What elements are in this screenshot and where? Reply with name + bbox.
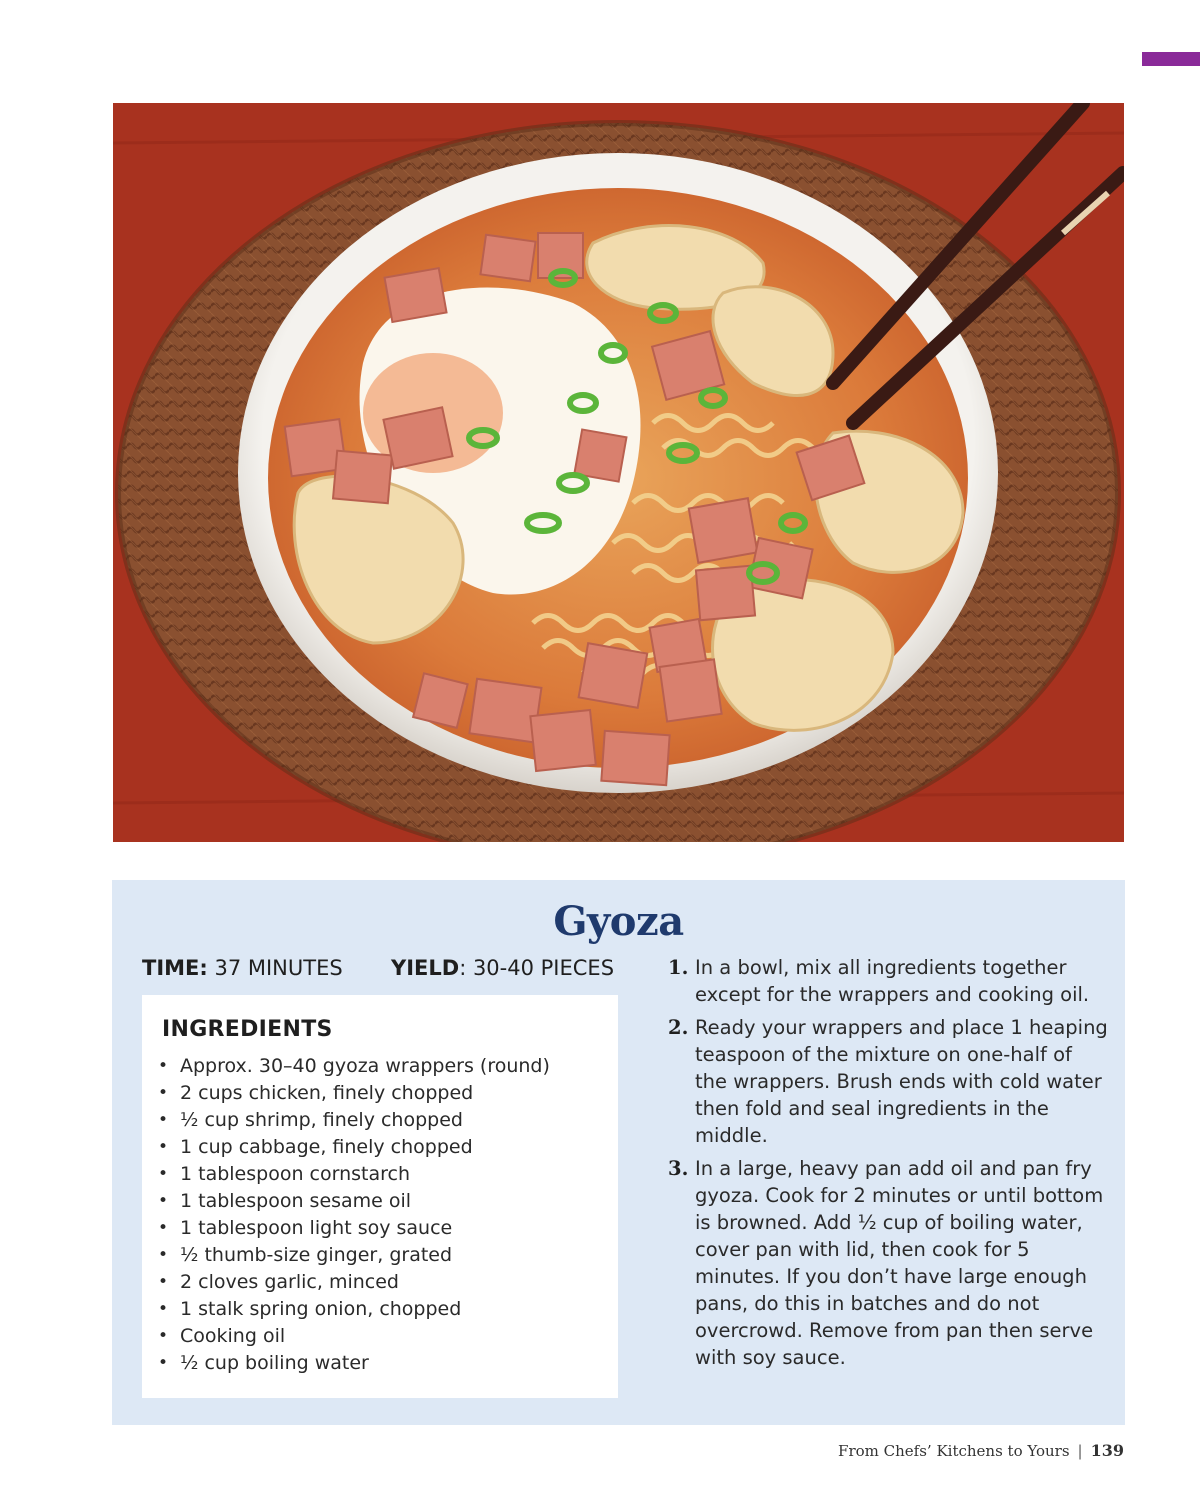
time-value: 37 MINUTES	[207, 956, 343, 980]
step-number: 3.	[668, 1157, 689, 1180]
ingredient-item: • 1 tablespoon sesame oil	[154, 1188, 550, 1215]
ingredient-item: • Approx. 30–40 gyoza wrappers (round)	[154, 1053, 550, 1080]
step-item	[668, 954, 1108, 1008]
time-label: TIME:	[142, 956, 208, 980]
ingredient-item: • 2 cloves garlic, minced	[154, 1269, 550, 1296]
ingredient-item: • ½ thumb-size ginger, grated	[154, 1242, 550, 1269]
ingredients-list	[154, 1053, 550, 1377]
step-text: Ready your wrappers and place 1 heaping teaspoon of the mixture on one-half of the wrappers. Brush ends with cold water then fold and seal ingredients in the middle.	[695, 1016, 1108, 1147]
ingredients-heading: INGREDIENTS	[162, 1017, 333, 1042]
footer-separator: |	[1077, 1442, 1083, 1460]
step-text: In a large, heavy pan add oil and pan fry gyoza. Cook for 2 minutes or until bottom is browned. Add ½ cup of boiling water, cover pan with lid, then cook for 5 minutes. If you don’t have large enough pans, do this in batches and do not overcrowd. Remove from pan then serve with soy sauce.	[695, 1157, 1104, 1369]
ingredient-item: • ½ cup shrimp, finely chopped	[154, 1107, 550, 1134]
recipe-card	[112, 880, 1125, 1425]
step-number: 1.	[668, 956, 689, 979]
step-text: In a bowl, mix all ingredients together except for the wrappers and cooking oil.	[695, 956, 1090, 1006]
page-number: 139	[1090, 1441, 1124, 1460]
yield-value: : 30-40 PIECES	[459, 956, 615, 980]
ingredients-box	[142, 995, 618, 1398]
ingredient-item: • 1 cup cabbage, finely chopped	[154, 1134, 550, 1161]
page-footer	[838, 1441, 1124, 1460]
yield-label: YIELD	[391, 956, 460, 980]
recipe-title: Gyoza	[553, 898, 684, 945]
time-info	[142, 956, 343, 980]
step-number: 2.	[668, 1016, 689, 1039]
ingredient-item: • 1 stalk spring onion, chopped	[154, 1296, 550, 1323]
ramen-bowl-illustration	[113, 103, 1124, 842]
ingredient-item: • Cooking oil	[154, 1323, 550, 1350]
ingredient-item: • 1 tablespoon light soy sauce	[154, 1215, 550, 1242]
ingredient-item: • 1 tablespoon cornstarch	[154, 1161, 550, 1188]
recipe-photo	[113, 103, 1124, 842]
yield-info	[391, 956, 614, 980]
accent-bar	[1142, 52, 1200, 66]
step-item	[668, 1155, 1108, 1371]
ingredient-item: • 2 cups chicken, finely chopped	[154, 1080, 550, 1107]
book-title: From Chefs’ Kitchens to Yours	[838, 1442, 1070, 1460]
step-item	[668, 1014, 1108, 1149]
ingredient-item: • ½ cup boiling water	[154, 1350, 550, 1377]
instruction-steps	[668, 954, 1108, 1377]
